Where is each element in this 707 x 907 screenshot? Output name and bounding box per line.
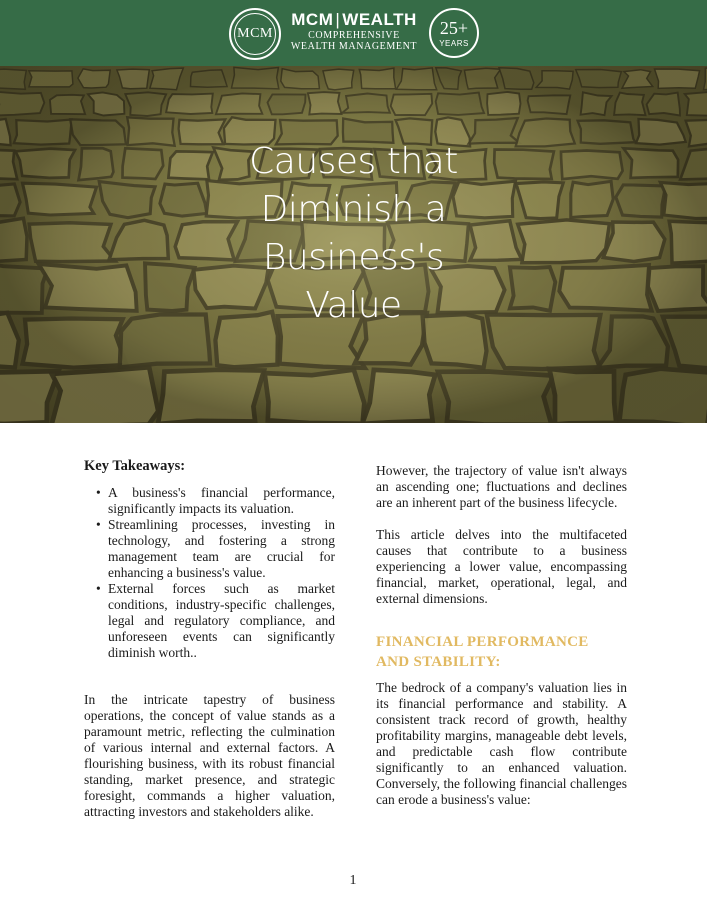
brand-block xyxy=(288,10,420,52)
intro-paragraph: In the intricate tapestry of business operations, the concept of value stands as a paramount metric, reflecting the culmination of various internal and external factors. A flourishing business, with its robust financial standing, market presence, and strategic foresight, commands a higher valuation, attracting investors and stakeholders alike. xyxy=(84,692,335,819)
brand-separator: | xyxy=(335,10,341,29)
left-column xyxy=(84,458,335,820)
hero-title-line: Causes that xyxy=(249,141,458,182)
anniversary-badge-icon xyxy=(429,8,479,58)
trajectory-paragraph: However, the trajectory of value isn't always an ascending one; fluctuations and declines are an inherent part of the business lifecycle. xyxy=(376,463,627,510)
section-heading xyxy=(376,632,627,672)
right-column xyxy=(376,463,627,808)
brand-tagline-2: WEALTH MANAGEMENT xyxy=(290,41,418,52)
badge-label: YEARS xyxy=(439,39,469,48)
hero-title-line: Diminish a xyxy=(260,189,447,230)
key-takeaways-heading: Key Takeaways: xyxy=(84,458,186,474)
list-item: • Streamlining processes, investing in technology, and fostering a strong management team are crucial for enhancing a business's value. xyxy=(108,517,335,581)
brand-tagline-1: COMPREHENSIVE xyxy=(308,30,400,41)
article-paragraph: This article delves into the multifaceted causes that contribute to a business experiencing a lower value, encompassing financial, market, operational, legal, and external dimensions. xyxy=(376,527,627,606)
badge-number: 25+ xyxy=(439,18,469,38)
section-heading-line: FINANCIAL PERFORMANCE xyxy=(376,634,589,650)
hero-title-line: Value xyxy=(305,285,402,326)
header-bar xyxy=(0,0,707,66)
logo-text: MCM xyxy=(237,26,273,41)
section-paragraph: The bedrock of a company's valuation lies in its financial performance and stability. A consistent track record of growth, healthy profitability margins, manageable debt levels, and predictable cash flow contribute significantly to an enhanced valuation. Conversely, the following financial challenges can erode a business's value: xyxy=(376,680,627,807)
hero-image xyxy=(0,66,707,423)
brand-name-right: WEALTH xyxy=(342,10,417,29)
list-item: • External forces such as market conditions, industry-specific challenges, legal and regulatory compliance, and unforeseen events can significantly diminish worth.. xyxy=(108,581,335,661)
page-number: 1 xyxy=(349,873,357,888)
brand-name xyxy=(288,10,420,30)
mcm-logo-icon xyxy=(229,8,281,60)
section-heading-line: AND STABILITY: xyxy=(376,654,501,670)
hero-title-line: Business's xyxy=(262,237,445,278)
key-takeaways-list xyxy=(84,485,335,661)
hero-title xyxy=(200,138,507,330)
list-item: • A business's financial performance, significantly impacts its valuation. xyxy=(108,485,335,517)
brand-name-left: MCM xyxy=(291,10,334,29)
